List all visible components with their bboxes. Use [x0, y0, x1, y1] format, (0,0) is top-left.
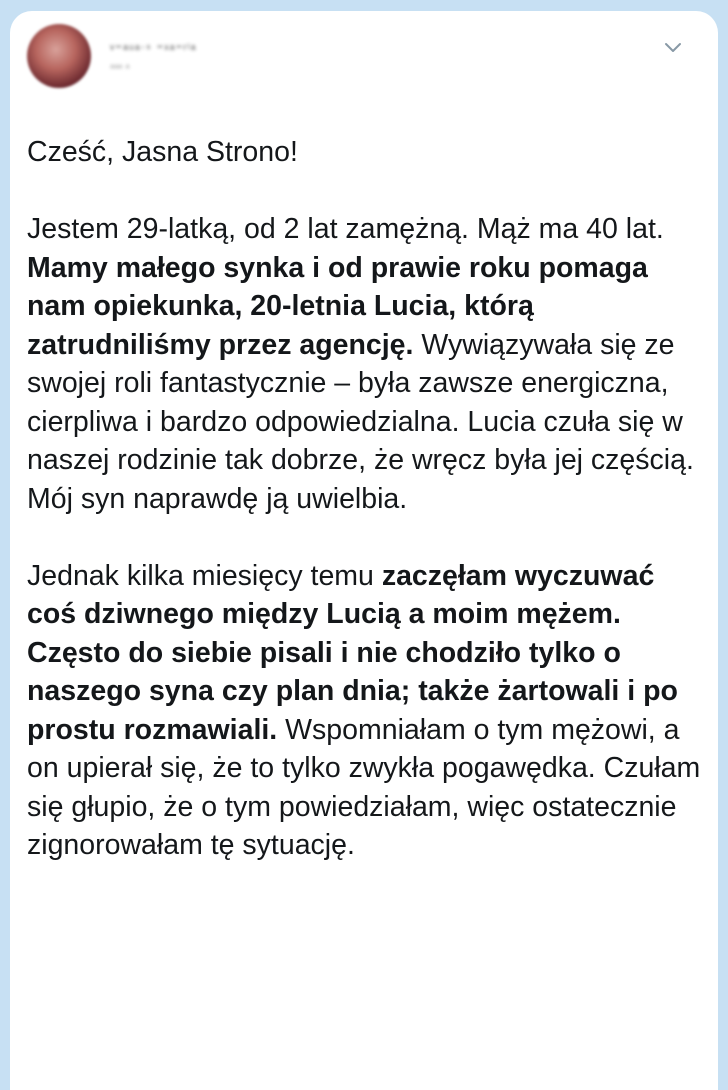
text-span: Jestem 29-latką, od 2 lat zamężną. Mąż ma 40 lat.	[27, 213, 664, 245]
paragraph-2	[27, 557, 707, 865]
greeting: Cześć, Jasna Strono!	[27, 136, 298, 168]
text-span: Jednak kilka miesięcy temu	[27, 559, 382, 592]
bold-text-span: zaczęłam wyczuwać coś dziwnego między Lucią a moim mężem. Często do siebie pisali i nie chodziło tylko o naszego syna czy plan dnia; także żartowali i po prostu rozmawiali.	[27, 559, 678, 746]
avatar[interactable]	[27, 24, 91, 88]
author-name[interactable]: ᵥ₌ₐᵤₐ˒ₛ ₌ₓₐ₌ᵣₗₐ	[110, 37, 197, 52]
text-span: Wspomniałam o tym mężowi, a on upierał się, że to tylko zwykła pogawędka. Czułam się głupio, że o tym powiedziałam, więc ostatecznie zignorowałam tę sytuację.	[27, 713, 701, 861]
author-handle[interactable]: ₐₐₐ ₐ	[110, 59, 130, 71]
tweet-card	[10, 11, 718, 1090]
bold-text-span: Mamy małego synka i od prawie roku pomaga nam opiekunka, 20-letnia Lucia, którą zatrudniliśmy przez agencję.	[27, 251, 648, 361]
text-span: Wywiązywała się ze swojej roli fantastycznie – była zawsze energiczna, cierpliwa i bardzo odpowiedzialna. Lucia czuła się w naszej rodzinie tak dobrze, że wręcz była jej częścią. Mój syn naprawdę ją uwielbia.	[27, 328, 694, 515]
paragraph-1	[27, 210, 707, 518]
chevron-down-icon[interactable]	[660, 35, 686, 61]
tweet-text	[27, 133, 707, 903]
